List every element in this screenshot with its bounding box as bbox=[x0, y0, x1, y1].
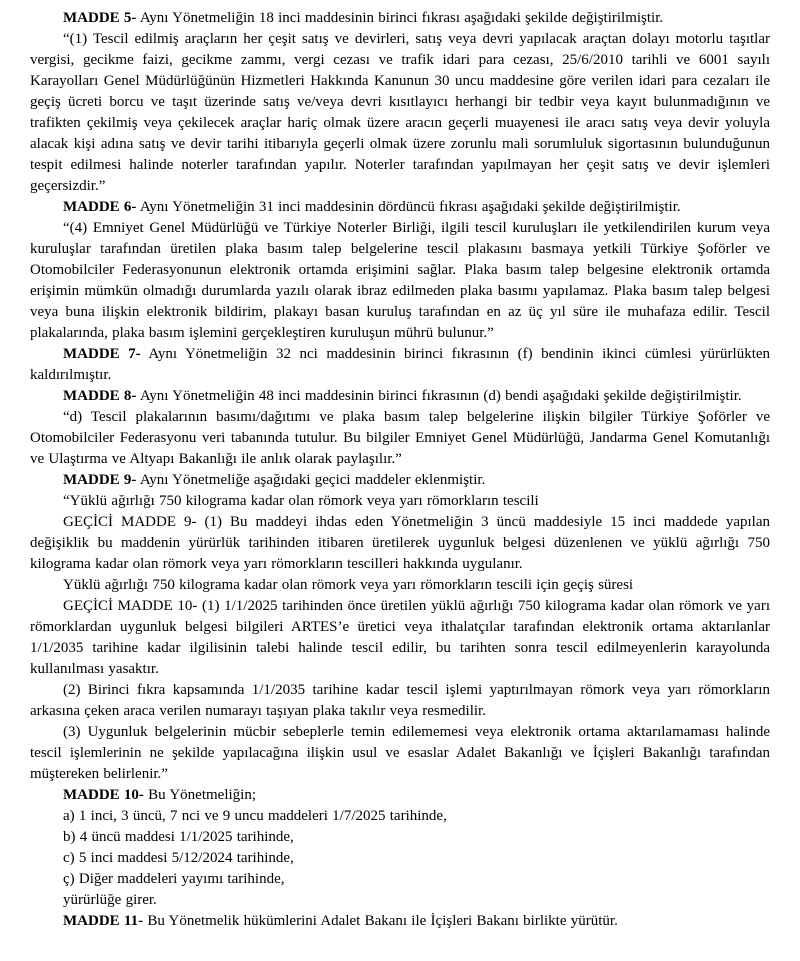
paragraph-bent-a bbox=[30, 806, 770, 827]
yururluk-text: yürürlüğe girer. bbox=[63, 892, 157, 908]
madde-10-text: Bu Yönetmeliğin; bbox=[143, 787, 257, 803]
madde-5-text: Aynı Yönetmeliğin 18 inci maddesinin birinci fıkrası aşağıdaki şekilde değiştirilmiştir. bbox=[136, 10, 664, 26]
bent-b-text: b) 4 üncü maddesi 1/1/2025 tarihinde, bbox=[63, 829, 294, 845]
gecici-baslik-2-text: Yüklü ağırlığı 750 kilograma kadar olan römork veya yarı römorkların tescili için geçiş süresi bbox=[63, 577, 634, 593]
paragraph-madde-6 bbox=[30, 197, 770, 218]
madde-7-label: MADDE 7- bbox=[63, 346, 141, 362]
bent-cc-text: ç) Diğer maddeleri yayımı tarihinde, bbox=[63, 871, 285, 887]
madde-6-label: MADDE 6- bbox=[63, 199, 137, 215]
madde-11-label: MADDE 11- bbox=[63, 913, 144, 929]
paragraph-bent-b bbox=[30, 827, 770, 848]
gecici-madde-9-text: GEÇİCİ MADDE 9- (1) Bu maddeyi ihdas eden Yönetmeliğin 3 üncü maddesiyle 15 inci maddede yapılan değişiklik bu maddenin yürürlük tarihinden itibaren üretilerek uygunluk belgesi düzenlenen ve yüklü ağırlığı 750 kilograma kadar olan römork veya yarı römorkların tescilleri hakkında uygulanır. bbox=[30, 514, 770, 572]
madde-11-text: Bu Yönetmelik hükümlerini Adalet Bakanı ile İçişleri Bakanı birlikte yürütür. bbox=[143, 913, 618, 929]
madde-9-text: Aynı Yönetmeliğe aşağıdaki geçici maddeler eklenmiştir. bbox=[136, 472, 486, 488]
paragraph-bent-c bbox=[30, 848, 770, 869]
bent-d-text: “d) Tescil plakalarının basımı/dağıtımı ve plaka basım talep belgelerine ilişkin bilgiler Türkiye Şoförler ve Otomobilciler Federasyonu veri tabanında tutulur. Bu bilgiler Emniyet Genel Müdürlüğü, Jandarma Genel Komutanlığı ve Ulaştırma ve Altyapı Bakanlığı ile anlık olarak paylaşılır.” bbox=[30, 409, 770, 467]
paragraph-gecici-baslik-1 bbox=[30, 491, 770, 512]
bent-c-text: c) 5 inci maddesi 5/12/2024 tarihinde, bbox=[63, 850, 294, 866]
madde-9-label: MADDE 9- bbox=[63, 472, 137, 488]
gecici-madde-10-fikra-3-text: (3) Uygunluk belgelerinin mücbir sebeplerle temin edilememesi veya elektronik ortama aktarılamaması halinde tescil işlemlerinin ne şekilde yapılacağına ilişkin usul ve esaslar Adalet Bakanlığı ve İçişleri Bakanlığı tarafından müştereken belirlenir.” bbox=[30, 724, 770, 782]
paragraph-gecici-madde-10-fikra-2 bbox=[30, 680, 770, 722]
madde-6-text: Aynı Yönetmeliğin 31 inci maddesinin dördüncü fıkrası aşağıdaki şekilde değiştirilmiştir. bbox=[136, 199, 681, 215]
fikra-4-text: “(4) Emniyet Genel Müdürlüğü ve Türkiye Noterler Birliği, ilgili tescil kuruluşları ile yetkilendirilen kurum veya kuruluşlar tarafından üretilen plaka basım talep belgelerine tescil plakasını basmaya yetkili Türkiye Şoförler ve Otomobilciler Federasyonunun elektronik ortamda erişimini sağlar. Plaka basım talep belgesine elektronik ortamda erişimin mümkün olmadığı durumlarda yazılı olarak ibraz edilmeden plaka basımı yapılamaz. Plaka basım talep belgesi veya buna ilişkin elektronik bildirim, plakayı basan kuruluş tarafından en az üç yıl süre ile muhafaza edilir. Tescil plakalarında, plaka basım işlemini gerçekleştiren kuruluşun mührü bulunur.” bbox=[30, 220, 770, 341]
fikra-1-text: “(1) Tescil edilmiş araçların her çeşit satış ve devirleri, satış veya devri yapılacak araçtan dolayı motorlu taşıtlar vergisi, gecikme faizi, gecikme zammı, vergi cezası ve trafik idari para cezası, 25/6/2010 tarihli ve 6001 sayılı Karayolları Genel Müdürlüğünün Hizmetleri Hakkında Kanunun 30 uncu maddesine göre verilen idari para cezaları ile geçiş ücreti borcu ve taşıt üzerinde satış ve/veya devri kısıtlayıcı herhangi bir tedbir veya kayıt bulunmadığının ve trafikten çekilmiş veya çekilecek araçlar hariç olmak üzere aracın geçerli muayenesi ile aracı satış veya devir yoluyla alacak kişi adına satış ve devir tarihi itibarıyla geçerli olmak üzere zorunlu mali sorumluluk sigortasının bulunduğunun tespit edilmesi halinde noterler tarafından yapılır. Noterler tarafından yapılmayan her çeşit satış ve devir işlemleri geçersizdir.” bbox=[30, 31, 770, 194]
gecici-baslik-1-text: “Yüklü ağırlığı 750 kilograma kadar olan römork veya yarı römorkların tescili bbox=[63, 493, 539, 509]
paragraph-madde-8 bbox=[30, 386, 770, 407]
paragraph-madde-7 bbox=[30, 344, 770, 386]
bent-a-text: a) 1 inci, 3 üncü, 7 nci ve 9 uncu maddeleri 1/7/2025 tarihinde, bbox=[63, 808, 447, 824]
paragraph-madde-9 bbox=[30, 470, 770, 491]
paragraph-gecici-madde-10-fikra-3 bbox=[30, 722, 770, 785]
paragraph-bent-cc bbox=[30, 869, 770, 890]
gecici-madde-10-text: GEÇİCİ MADDE 10- (1) 1/1/2025 tarihinden önce üretilen yüklü ağırlığı 750 kilograma kadar olan römork ve yarı römorklardan uygunluk belgesi bilgileri ARTES’e üretici veya ithalatçılar tarafından elektronik ortama aktarılanlar 1/1/2035 tarihine kadar ilgilisinin talebi halinde tescil edilir, bu tarihten sonra tescil edilmeyenlerin karayolunda kullanılması yasaktır. bbox=[30, 598, 770, 677]
madde-10-label: MADDE 10- bbox=[63, 787, 144, 803]
paragraph-madde-10 bbox=[30, 785, 770, 806]
paragraph-fikra-1 bbox=[30, 29, 770, 197]
paragraph-gecici-baslik-2 bbox=[30, 575, 770, 596]
paragraph-madde-5 bbox=[30, 8, 770, 29]
madde-8-label: MADDE 8- bbox=[63, 388, 137, 404]
madde-7-text: Aynı Yönetmeliğin 32 nci maddesinin birinci fıkrasının (f) bendinin ikinci cümlesi yürürlükten kaldırılmıştır. bbox=[30, 346, 771, 383]
gecici-madde-10-fikra-2-text: (2) Birinci fıkra kapsamında 1/1/2035 tarihine kadar tescil işlemi yaptırılmayan römork veya yarı römorkların arkasına çeken araca verilen numarayı taşıyan plaka takılır veya resmedilir. bbox=[30, 682, 770, 719]
paragraph-madde-11 bbox=[30, 911, 770, 932]
paragraph-gecici-madde-9 bbox=[30, 512, 770, 575]
paragraph-fikra-4 bbox=[30, 218, 770, 344]
paragraph-yururluk bbox=[30, 890, 770, 911]
paragraph-gecici-madde-10 bbox=[30, 596, 770, 680]
madde-5-label: MADDE 5- bbox=[63, 10, 137, 26]
madde-8-text: Aynı Yönetmeliğin 48 inci maddesinin birinci fıkrasının (d) bendi aşağıdaki şekilde değiştirilmiştir. bbox=[136, 388, 742, 404]
paragraph-bent-d bbox=[30, 407, 770, 470]
